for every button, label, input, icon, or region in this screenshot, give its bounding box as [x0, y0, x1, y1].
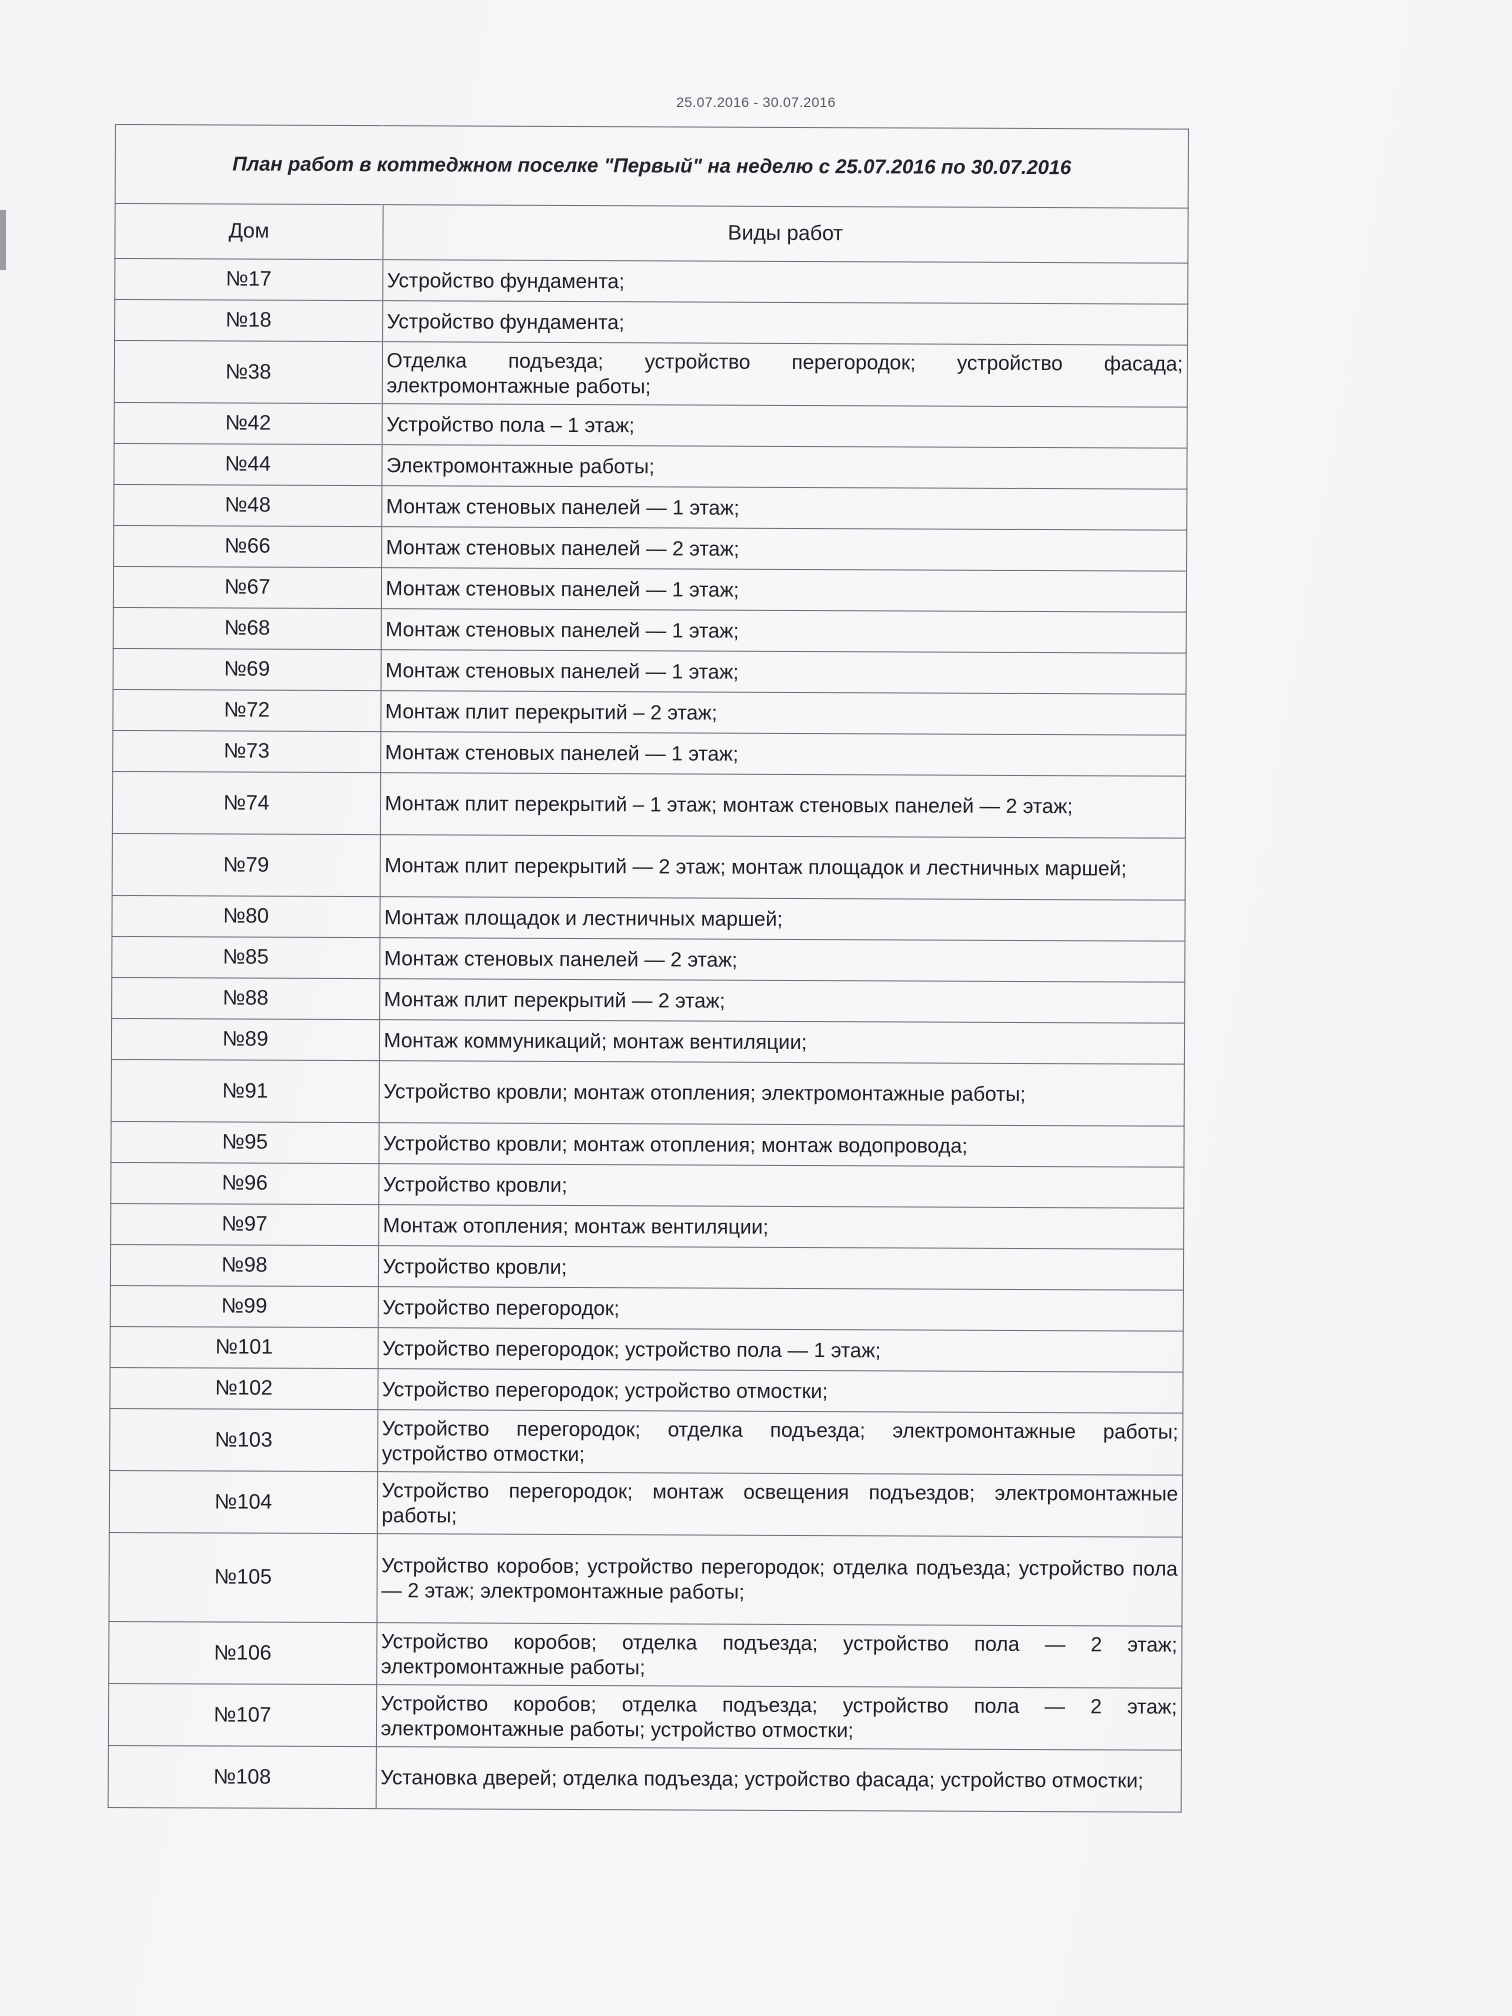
house-number: №96 — [111, 1162, 379, 1204]
works-description: Устройство коробов; отделка подъезда; устройство пола — 2 этаж; электромонтажные работы; устройство отмостки; — [376, 1685, 1182, 1751]
house-number: №104 — [109, 1470, 377, 1533]
house-number: №72 — [113, 689, 381, 731]
house-number: №44 — [114, 443, 382, 485]
table-row — [108, 1745, 1181, 1812]
works-description: Монтаж отопления; монтаж вентиляции; — [378, 1205, 1183, 1250]
works-description: Устройство фундамента; — [382, 301, 1187, 346]
house-number: №48 — [114, 484, 382, 526]
works-description: Устройство фундамента; — [382, 260, 1187, 305]
table-row — [109, 1532, 1182, 1626]
table-row — [110, 1408, 1183, 1475]
works-description: Монтаж плит перекрытий – 2 этаж; — [381, 691, 1186, 736]
page-edge-mark — [0, 210, 6, 270]
works-description: Устройство коробов; устройство перегородок; отделка подъезда; устройство пола — 2 этаж; электромонтажные работы; — [377, 1534, 1183, 1627]
table-title: План работ в коттеджном поселке "Первый" на неделю с 25.07.2016 по 30.07.2016 — [115, 125, 1188, 209]
works-description: Монтаж плит перекрытий — 2 этаж; монтаж площадок и лестничных маршей; — [380, 835, 1186, 901]
house-number: №89 — [111, 1018, 379, 1060]
house-number: №74 — [112, 771, 380, 834]
column-header-works: Виды работ — [383, 205, 1188, 264]
works-description: Устройство коробов; отделка подъезда; устройство пола — 2 этаж; электромонтажные работы; — [376, 1623, 1182, 1689]
table-row — [113, 730, 1186, 776]
works-description: Устройство перегородок; отделка подъезда; электромонтажные работы; устройство отмостки; — [377, 1410, 1183, 1476]
table-row — [111, 1018, 1184, 1064]
table-row — [111, 1059, 1184, 1126]
table-row — [108, 1683, 1181, 1750]
table-row — [115, 259, 1188, 305]
house-number: №66 — [114, 525, 382, 567]
table-row — [111, 1121, 1184, 1167]
table-row — [113, 607, 1186, 653]
house-number: №85 — [112, 936, 380, 978]
works-description: Монтаж плит перекрытий — 2 этаж; — [379, 979, 1184, 1024]
table-row — [111, 1203, 1184, 1249]
table-row — [112, 833, 1185, 900]
table-row — [114, 402, 1187, 448]
table-row — [111, 1162, 1184, 1208]
house-number: №88 — [112, 977, 380, 1019]
works-description: Монтаж стеновых панелей — 2 этаж; — [380, 938, 1185, 983]
table-row — [112, 977, 1185, 1023]
table-row — [114, 443, 1187, 489]
table-row — [110, 1244, 1183, 1290]
house-number: №106 — [109, 1621, 377, 1684]
works-description: Устройство пола – 1 этаж; — [382, 404, 1187, 449]
house-number: №91 — [111, 1059, 379, 1122]
works-description: Монтаж коммуникаций; монтаж вентиляции; — [379, 1020, 1184, 1065]
table-row — [114, 484, 1187, 530]
works-description: Монтаж стеновых панелей — 2 этаж; — [381, 527, 1186, 572]
works-description: Монтаж стеновых панелей — 1 этаж; — [381, 568, 1186, 613]
table-row — [113, 689, 1186, 735]
house-number: №68 — [113, 607, 381, 649]
works-description: Устройство перегородок; устройство пола — 1 этаж; — [378, 1328, 1183, 1373]
house-number: №18 — [115, 300, 383, 342]
works-description: Монтаж стеновых панелей — 1 этаж; — [381, 650, 1186, 695]
works-description: Отделка подъезда; устройство перегородок; устройство фасада; электромонтажные работы; — [382, 342, 1188, 408]
table-row — [112, 895, 1185, 941]
house-number: №69 — [113, 648, 381, 690]
house-number: №103 — [110, 1408, 378, 1471]
table-row — [110, 1326, 1183, 1372]
house-number: №79 — [112, 833, 380, 896]
house-number: №101 — [110, 1326, 378, 1368]
works-description: Устройство кровли; монтаж отопления; монтаж водопровода; — [379, 1123, 1184, 1168]
house-number: №98 — [110, 1244, 378, 1286]
house-number: №73 — [113, 730, 381, 772]
house-number: №102 — [110, 1367, 378, 1409]
house-number: №97 — [111, 1203, 379, 1245]
house-number: №42 — [114, 402, 382, 444]
table-row — [114, 341, 1187, 408]
house-number: №99 — [110, 1285, 378, 1327]
table-row — [114, 525, 1187, 571]
works-description: Устройство кровли; — [379, 1164, 1184, 1209]
table-row — [115, 300, 1188, 346]
works-description: Устройство перегородок; монтаж освещения подъездов; электромонтажные работы; — [377, 1472, 1183, 1538]
house-number: №105 — [109, 1532, 377, 1622]
table-row — [112, 936, 1185, 982]
house-number: №17 — [115, 259, 383, 301]
table-row — [113, 566, 1186, 612]
table-row — [113, 648, 1186, 694]
house-number: №95 — [111, 1121, 379, 1163]
works-description: Устройство перегородок; устройство отмостки; — [378, 1369, 1183, 1414]
works-description: Монтаж плит перекрытий – 1 этаж; монтаж стеновых панелей — 2 этаж; — [380, 773, 1186, 839]
table-row — [110, 1285, 1183, 1331]
header-date: 25.07.2016 - 30.07.2016 — [676, 94, 836, 110]
works-description: Монтаж площадок и лестничных маршей; — [380, 897, 1185, 942]
works-description: Устройство кровли; — [378, 1246, 1183, 1291]
works-description: Электромонтажные работы; — [382, 445, 1187, 490]
table-row — [109, 1621, 1182, 1688]
work-plan-table — [108, 124, 1189, 1813]
house-number: №38 — [114, 341, 382, 404]
house-number: №80 — [112, 895, 380, 937]
house-number: №108 — [108, 1745, 376, 1808]
column-header-house: Дом — [115, 204, 383, 260]
works-description: Установка дверей; отделка подъезда; устройство фасада; устройство отмостки; — [376, 1747, 1182, 1813]
works-description: Устройство перегородок; — [378, 1287, 1183, 1332]
table-row — [110, 1367, 1183, 1413]
works-description: Устройство кровли; монтаж отопления; электромонтажные работы; — [379, 1061, 1185, 1127]
table-row — [112, 771, 1185, 838]
house-number: №67 — [113, 566, 381, 608]
works-description: Монтаж стеновых панелей — 1 этаж; — [380, 732, 1185, 777]
works-description: Монтаж стеновых панелей — 1 этаж; — [381, 486, 1186, 531]
house-number: №107 — [108, 1683, 376, 1746]
table-row — [109, 1470, 1182, 1537]
works-description: Монтаж стеновых панелей — 1 этаж; — [381, 609, 1186, 654]
